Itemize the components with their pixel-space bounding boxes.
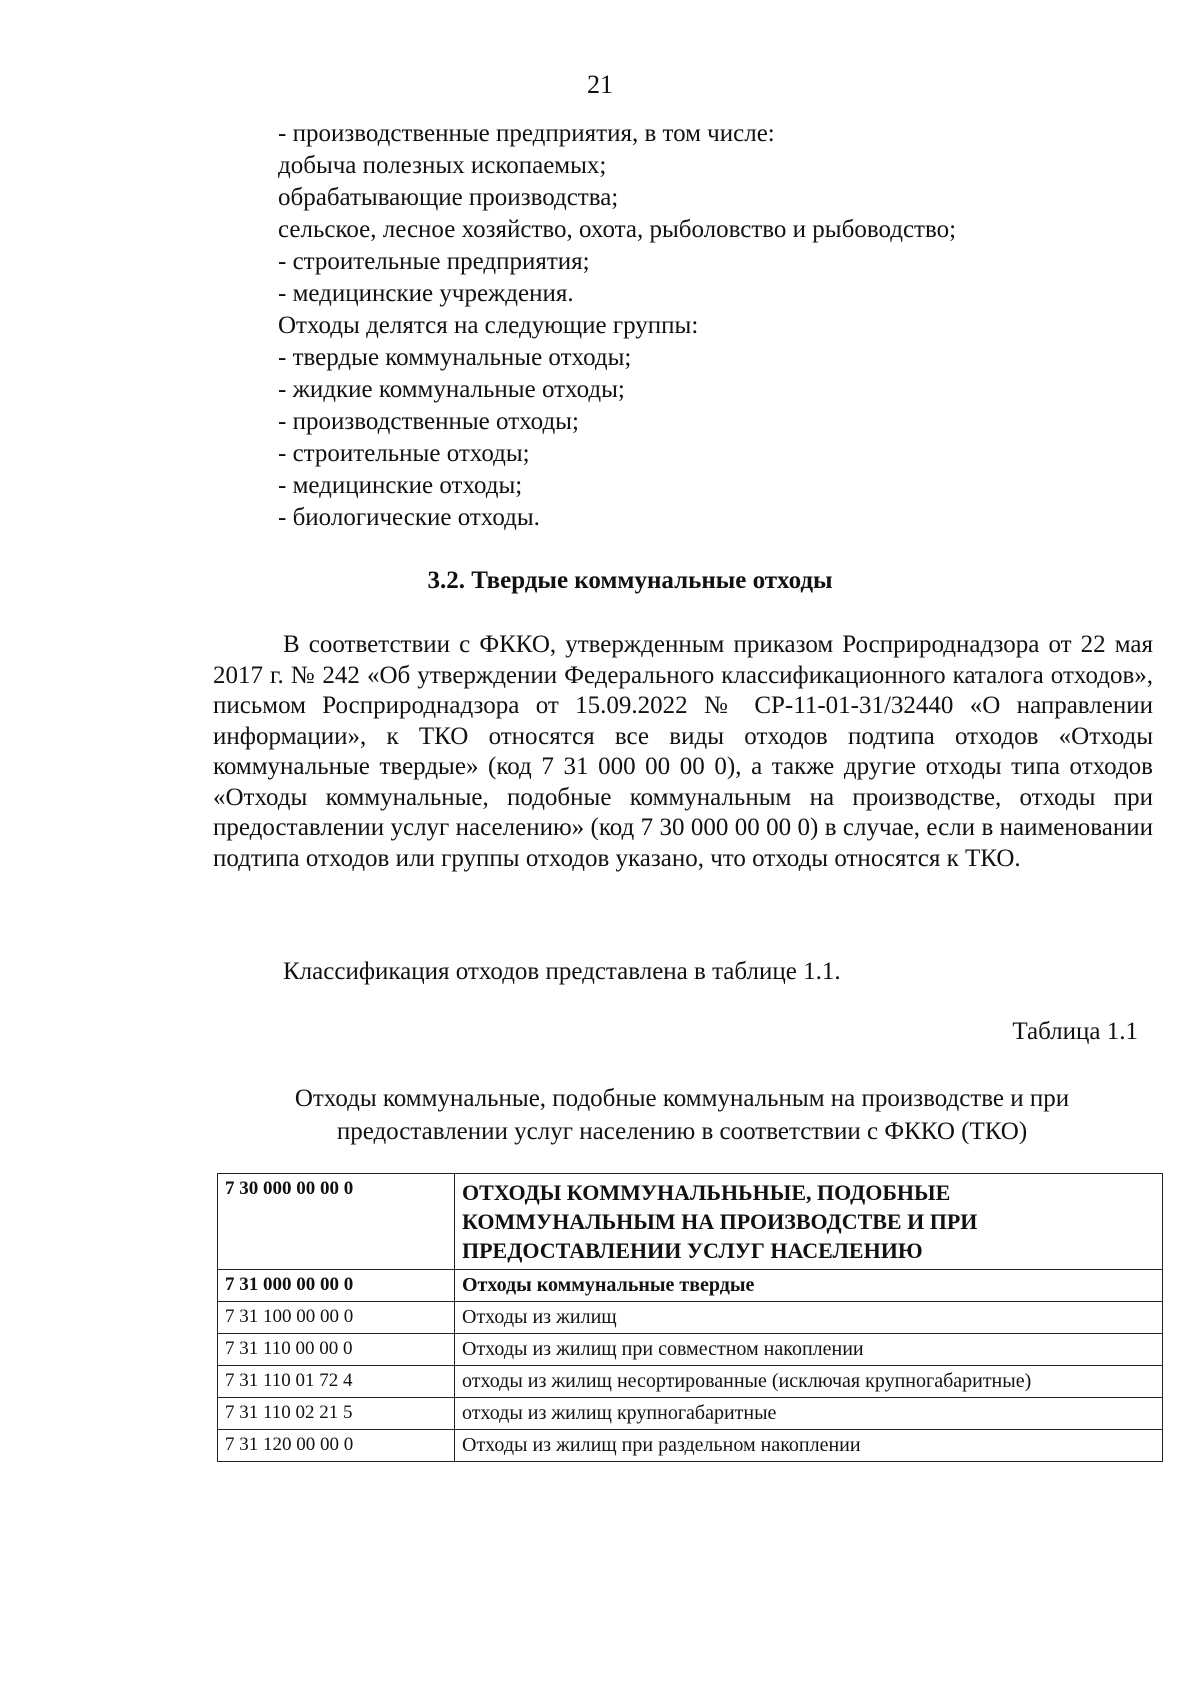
list-item: Отходы делятся на следующие группы:: [278, 312, 699, 339]
table-reference-paragraph: Классификация отходов представлена в таблице 1.1.: [283, 958, 841, 985]
waste-code-cell: 7 31 110 00 00 0: [218, 1334, 455, 1366]
section-title: 3.2. Твердые коммунальные отходы: [427, 567, 833, 594]
table-caption-line: предоставлении услуг населению в соответствии с ФККО (ТКО): [336, 1118, 1028, 1145]
waste-code-cell: 7 31 110 02 21 5: [218, 1398, 455, 1430]
list-item: добыча полезных ископаемых;: [278, 152, 607, 179]
table-caption: [222, 1082, 1142, 1148]
list-item: - производственные предприятия, в том числе:: [278, 120, 775, 147]
waste-code-cell: 7 31 120 00 00 0: [218, 1430, 455, 1462]
waste-name-cell: Отходы из жилищ: [455, 1302, 1163, 1334]
list-item: - медицинские отходы;: [278, 472, 523, 499]
fkko-waste-table: [217, 1173, 1163, 1462]
list-item: - твердые коммунальные отходы;: [278, 344, 632, 371]
list-item: - строительные предприятия;: [278, 248, 590, 275]
waste-code-cell: 7 31 110 01 72 4: [218, 1366, 455, 1398]
list-item: - медицинские учреждения.: [278, 280, 574, 307]
waste-code-cell: 7 30 000 00 00 0: [218, 1174, 455, 1270]
waste-name-cell: отходы из жилищ крупногабаритные: [455, 1398, 1163, 1430]
waste-name-cell: Отходы из жилищ при раздельном накоплении: [455, 1430, 1163, 1462]
list-item: сельское, лесное хозяйство, охота, рыболовство и рыбоводство;: [278, 216, 957, 243]
body-paragraph: В соответствии с ФККО, утвержденным приказом Росприроднадзора от 22 мая 2017 г. № 242 «Об утверждении Федерального классификационного каталога отходов», письмом Росприроднадзора от 15.09.2022 № СР-11-01-31/32440 «О направлении информации», к ТКО относятся все виды отходов подтипа отходов «Отходы коммунальные твердые» (код 7 31 000 00 00 0), а также другие отходы типа отходов «Отходы коммунальные, подобные коммунальным на производстве, отходы при предоставлении услуг населению» (код 7 30 000 00 00 0) в случае, если в наименовании подтипа отходов или группы отходов указано, что отходы относятся к ТКО.: [213, 631, 1153, 872]
table-row: [218, 1270, 1163, 1302]
page-number: 21: [587, 70, 613, 99]
list-item: - строительные отходы;: [278, 440, 530, 467]
list-item: - жидкие коммунальные отходы;: [278, 376, 625, 403]
waste-name-cell: Отходы из жилищ при совместном накоплении: [455, 1334, 1163, 1366]
table-row: [218, 1174, 1163, 1270]
waste-code-cell: 7 31 000 00 00 0: [218, 1270, 455, 1302]
table-row: [218, 1398, 1163, 1430]
table-caption-line: Отходы коммунальные, подобные коммунальным на производстве и при: [294, 1085, 1070, 1112]
table-row: [218, 1430, 1163, 1462]
list-item: - биологические отходы.: [278, 504, 540, 531]
waste-name-cell: Отходы коммунальные твердые: [455, 1270, 1163, 1302]
table-row: [218, 1302, 1163, 1334]
enterprise-and-waste-groups-list: [278, 118, 1138, 534]
waste-name-cell: ОТХОДЫ КОММУНАЛЬНЬНЫЕ, ПОДОБНЫЕ КОММУНАЛЬНЫМ НА ПРОИЗВОДСТВЕ И ПРИ ПРЕДОСТАВЛЕНИИ УСЛУГ НАСЕЛЕНИЮ: [455, 1174, 1163, 1270]
waste-code-cell: 7 31 100 00 00 0: [218, 1302, 455, 1334]
waste-name-cell: отходы из жилищ несортированные (исключая крупногабаритные): [455, 1366, 1163, 1398]
table-label: Таблица 1.1: [1012, 1018, 1138, 1045]
table-row: [218, 1366, 1163, 1398]
table-row: [218, 1334, 1163, 1366]
list-item: обрабатывающие производства;: [278, 184, 619, 211]
list-item: - производственные отходы;: [278, 408, 579, 435]
